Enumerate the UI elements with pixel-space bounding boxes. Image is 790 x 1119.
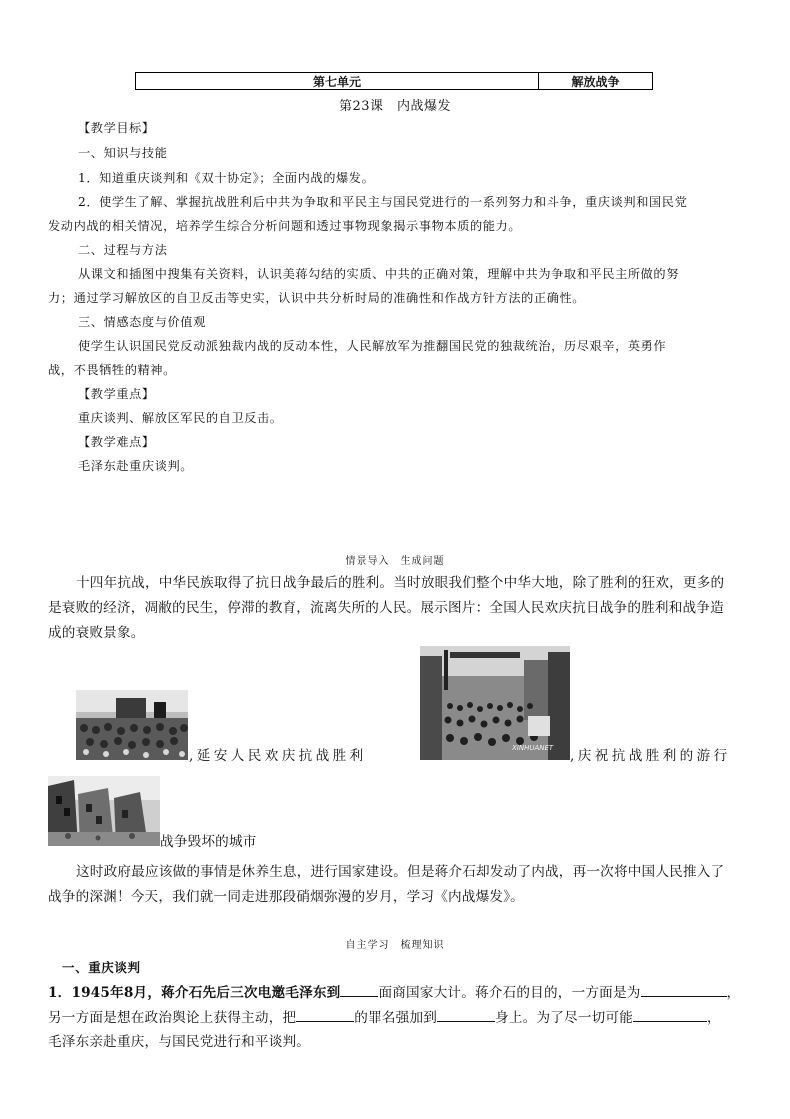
destroyed-city-photo (48, 776, 160, 846)
blank-purpose[interactable] (641, 983, 727, 997)
knowledge-item-2-line1: 2．使学生了解、掌握抗战胜利后中共为争取和平民主与国民党进行的一系列努力和斗争，重庆谈判和国民党 (78, 195, 688, 209)
objectives-heading: 【教学目标】 (78, 121, 155, 135)
intro-paragraph-line3: 成的衰败景象。 (48, 625, 145, 641)
blank-crime[interactable] (296, 1008, 354, 1022)
knowledge-heading: 一、知识与技能 (78, 146, 168, 160)
emotion-line2: 战，不畏牺牲的精神。 (48, 363, 176, 377)
process-line1: 从课文和插图中搜集有关资料，认识美蒋勾结的实质、中共的正确对策，理解中共为争取和平民主所做的努 (78, 267, 680, 281)
question-1-comma-1: ， (726, 985, 741, 1001)
question-1-comma-2: ， (707, 1010, 721, 1026)
photo-watermark: XINHUANET (512, 744, 554, 752)
knowledge-item-2-line2: 发动内战的相关情况，培养学生综合分析问题和透过事物现象揭示事物本质的能力。 (48, 219, 522, 233)
chongqing-negotiation-heading: 一、重庆谈判 (62, 960, 141, 975)
intro-paragraph-line1: 十四年抗战，中华民族取得了抗日战争最后的胜利。当时放眼我们整个中华大地，除了胜利的狂欢，更多的 (76, 575, 725, 591)
victory-parade-photo (420, 646, 570, 760)
lesson-title: 第23课 内战爆发 (338, 99, 452, 114)
question-1-line1 (48, 983, 740, 1002)
intro-heading: 情景导入 生成问题 (345, 556, 445, 567)
emotion-heading: 三、情感态度与价值观 (78, 315, 206, 329)
intro-paragraph-line2: 是衰败的经济，凋敝的民生，停滞的教育，流离失所的人民。展示图片：全国人民欢庆抗日战争的胜利和战争造 (48, 600, 724, 616)
caption-parade: ,庆祝抗战胜利的游行 (570, 748, 731, 764)
blank-goal[interactable] (633, 1008, 707, 1022)
question-1-line2 (48, 1008, 721, 1027)
question-1-text-a: 1．1945年8月，蒋介石先后三次电邀毛泽东到 (48, 985, 341, 1001)
intro-conclusion-line2: 战争的深渊！今天，我们就一同走进那段硝烟弥漫的岁月，学习《内战爆发》。 (48, 889, 524, 905)
question-1-text-d: 的罪名强加到 (354, 1010, 438, 1026)
caption-yanan: ,延安人民欢庆抗战胜利 (189, 748, 367, 764)
key-points-text: 重庆谈判、解放区军民的自卫反击。 (78, 411, 283, 425)
caption-destroyed-city: 战争毁坏的城市 (160, 834, 257, 850)
emotion-line1: 使学生认识国民党反动派独裁内战的反动本性，人民解放军为推翻国民党的独裁统治，历尽艰辛，英勇作 (78, 339, 667, 353)
question-1-text-c: 另一方面是想在政治舆论上获得主动，把 (48, 1010, 297, 1026)
blank-target[interactable] (437, 1008, 495, 1022)
unit-theme: 解放战争 (571, 74, 620, 89)
unit-label: 第七单元 (136, 73, 539, 89)
blank-location[interactable] (340, 983, 378, 997)
difficult-points-heading: 【教学难点】 (78, 435, 155, 449)
intro-conclusion-line1: 这时政府最应该做的事情是休养生息，进行国家建设。但是蒋介石却发动了内战，再一次将中国人民推入了 (76, 864, 725, 880)
question-1-text-b: 面商国家大计。蒋介石的目的，一方面是为 (378, 985, 641, 1001)
unit-header-table (135, 72, 653, 90)
difficult-points-text: 毛泽东赴重庆谈判。 (78, 459, 194, 473)
key-points-heading: 【教学重点】 (78, 387, 155, 401)
study-heading: 自主学习 梳理知识 (345, 940, 445, 951)
yanan-celebration-photo (76, 690, 188, 760)
knowledge-item-1: 1．知道重庆谈判和《双十协定》；全面内战的爆发。 (78, 171, 375, 185)
question-1-line3: 毛泽东亲赴重庆，与国民党进行和平谈判。 (48, 1034, 311, 1050)
process-heading: 二、过程与方法 (78, 243, 168, 257)
process-line2: 力；通过学习解放区的自卫反击等史实，认识中共分析时局的准确性和作战方针方法的正确性。 (48, 291, 586, 305)
question-1-text-e: 身上。为了尽一切可能 (495, 1010, 633, 1026)
